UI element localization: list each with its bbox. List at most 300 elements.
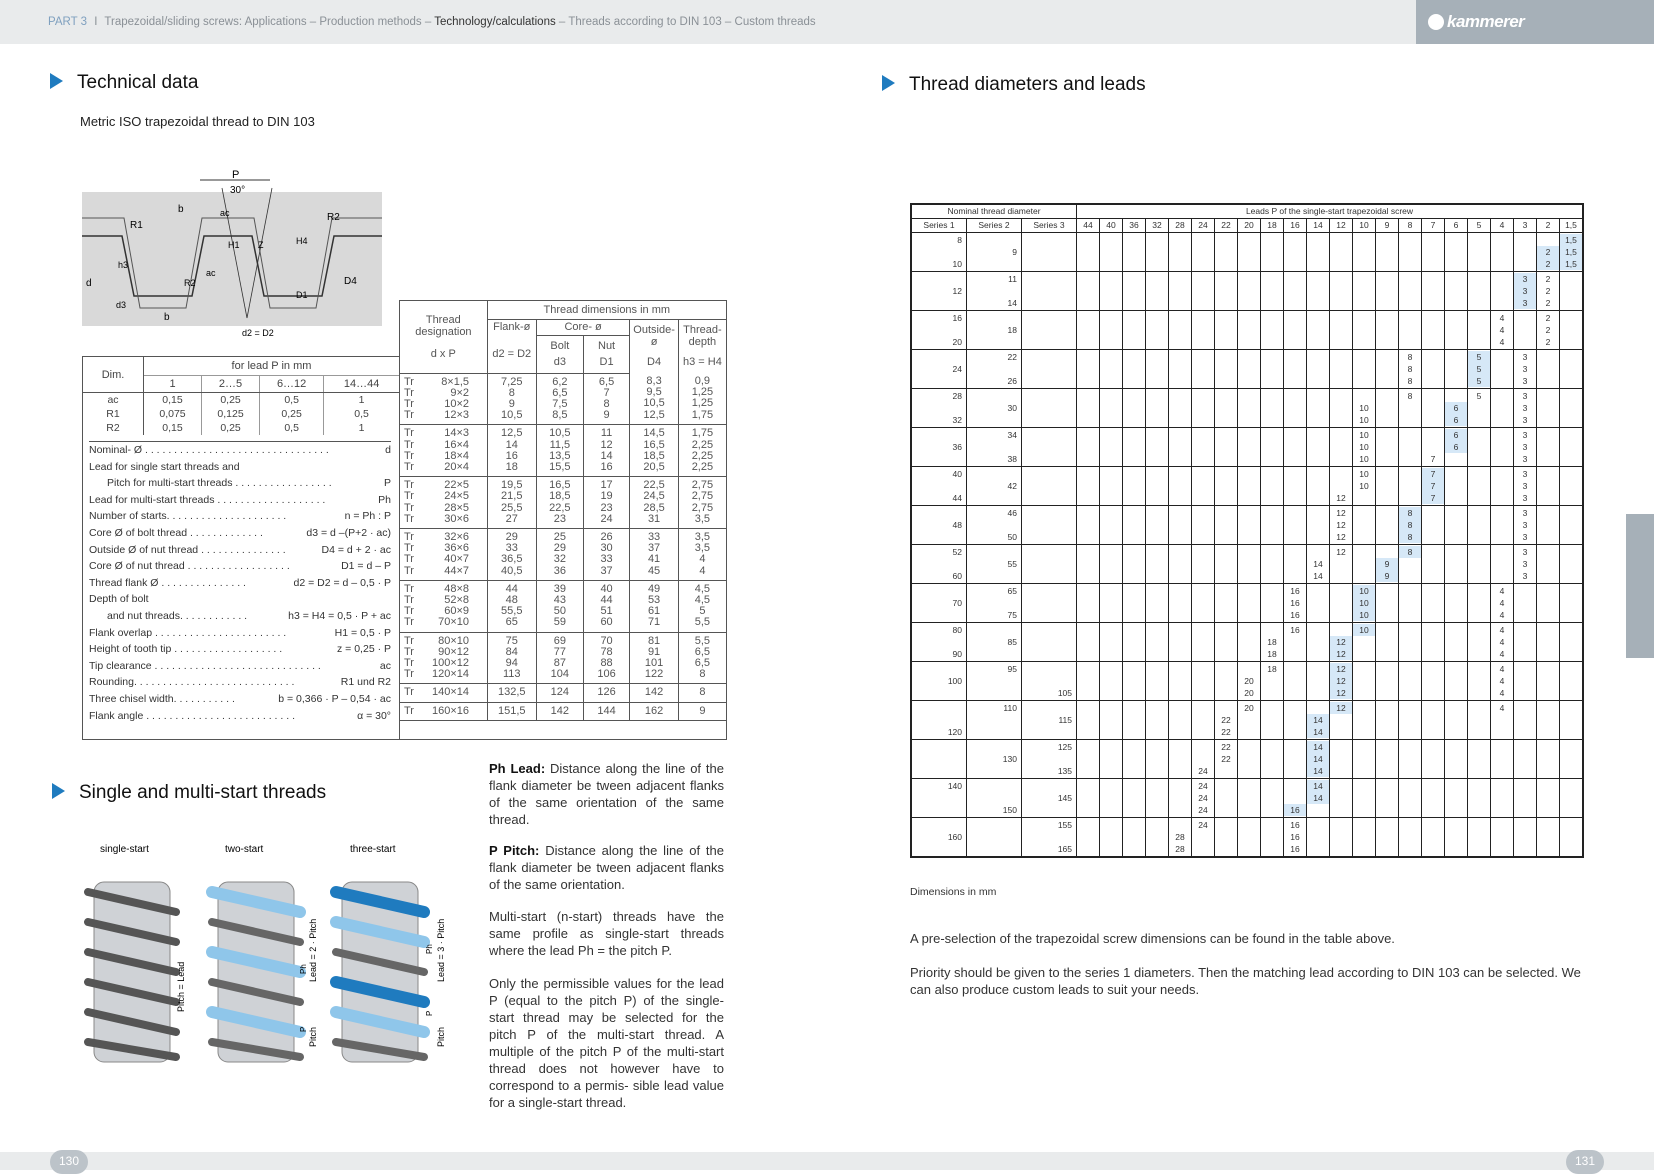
table-row (400, 684, 726, 702)
diameter-value (912, 741, 962, 753)
lead-value: 3 (1522, 468, 1528, 479)
diagram-label-d1: D1 (296, 290, 308, 300)
formula-value: P (383, 477, 391, 490)
lead-cell (1238, 739, 1261, 778)
thread-cell-d3 (536, 580, 583, 632)
lead-cell (1077, 739, 1100, 778)
thread-cell-D4 (630, 425, 678, 477)
lead-cell (1192, 622, 1215, 661)
thread-value: 30 (600, 542, 613, 555)
thread-value: 87 (553, 656, 566, 669)
dimension-values-table (83, 357, 399, 435)
thread-designation-text: Thread designation (415, 313, 472, 338)
lead-value (1399, 558, 1421, 570)
thread-value: 6,5 (598, 375, 615, 388)
lead-cell (1399, 544, 1422, 583)
formula-value: b = 0,366 · P – 0,54 · ac (278, 692, 391, 705)
lead-cell (1422, 583, 1445, 622)
thread-size: 60×9 (444, 605, 470, 618)
table-row (911, 271, 1583, 310)
lead-column-header: 44 (1077, 218, 1100, 232)
diameter-value: 60 (952, 570, 962, 581)
lead-cell (1100, 544, 1123, 583)
single-multi-title-text: Single and multi-start threads (79, 782, 327, 803)
lead-value: 4 (1499, 624, 1505, 635)
lead-value (1284, 636, 1306, 648)
thread-value: 88 (600, 656, 613, 669)
thread-size: 10×2 (444, 397, 470, 410)
lead-cell (1192, 466, 1215, 505)
series-cell (911, 622, 967, 661)
lead-value (1330, 726, 1352, 738)
lead-value: 7 (1422, 492, 1444, 504)
thread-value: 151,5 (497, 704, 526, 717)
diameter-value (912, 324, 962, 336)
lead-column-header: 5 (1468, 218, 1491, 232)
lead-cell (1376, 427, 1399, 466)
label-pitch-lead: Pitch = Lead (176, 961, 186, 1012)
label-single-start: single-start (100, 844, 149, 855)
thread-cell-D1 (583, 580, 630, 632)
lead-column-header: 32 (1146, 218, 1169, 232)
lead-cell (1146, 349, 1169, 388)
thread-value: 44 (505, 582, 518, 595)
thread-cell-d2 (487, 702, 536, 720)
lead-cell (1192, 661, 1215, 700)
lead-value: 8 (1399, 519, 1421, 531)
series-header: Series 2 (967, 218, 1022, 232)
lead-value: 10 (1359, 468, 1369, 479)
diameter-value (1022, 234, 1072, 246)
lead-value: 5 (1468, 375, 1490, 387)
formula-line (89, 575, 391, 592)
thread-size: 48×8 (444, 582, 470, 595)
lead-cell (1077, 232, 1100, 271)
thread-value: 106 (597, 668, 616, 681)
lead-value: 8 (1407, 390, 1413, 401)
thread-value: 45 (647, 564, 661, 577)
lead-value: 3 (1522, 492, 1528, 503)
lead-cell (1238, 622, 1261, 661)
lead-value (1238, 714, 1260, 726)
series-cell (967, 310, 1022, 349)
lead-column-header: 2 (1537, 218, 1560, 232)
series-cell (911, 349, 967, 388)
lead-cell (1215, 232, 1238, 271)
dimensions-caption: Dimensions in mm (910, 886, 997, 898)
formula-line (89, 459, 391, 476)
triangle-bullet-icon (882, 75, 895, 91)
diameter-value: 16 (952, 312, 962, 323)
diameter-value (1022, 546, 1072, 558)
formula-line (89, 658, 391, 675)
lead-cell (1353, 583, 1376, 622)
lead-value: 6 (1445, 441, 1467, 453)
single-multi-title (52, 782, 326, 804)
thread-size: 44×7 (444, 564, 470, 577)
diagram-label-z: Z (258, 240, 264, 250)
lead-value (1261, 624, 1283, 636)
thread-cell-D1 (583, 684, 630, 702)
thread-value: 20,5 (643, 460, 665, 473)
lead-cell (1169, 466, 1192, 505)
lead-value (1261, 675, 1283, 687)
lead-cell (1353, 544, 1376, 583)
thread-value: 2,25 (691, 460, 714, 473)
lead-cell (1445, 427, 1468, 466)
diameter-value (967, 597, 1017, 609)
lead-value: 1,5 (1560, 246, 1582, 258)
lead-cell (1468, 583, 1491, 622)
table-row (911, 778, 1583, 817)
lead-cell (1353, 466, 1376, 505)
diagram-label-h1: H1 (228, 240, 240, 250)
diameter-value: 95 (1007, 663, 1017, 674)
lead-cell (1261, 349, 1284, 388)
depth-header-text: Thread- depth (683, 324, 722, 349)
lead-cell (1261, 661, 1284, 700)
lead-cell (1376, 349, 1399, 388)
lead-cell (1215, 817, 1238, 857)
lead-value: 10 (1353, 624, 1375, 636)
lead-cell (1215, 778, 1238, 817)
formula-label: Thread flank Ø . . . . . . . . . . . . . . . (89, 576, 246, 589)
thread-size: 20×4 (444, 460, 470, 473)
lead-cell (1169, 778, 1192, 817)
thread-value: 15,5 (549, 460, 571, 473)
formula-label: Outside Ø of nut thread . . . . . . . . . . . . . . . (89, 543, 286, 556)
diameter-value (967, 843, 1017, 855)
diameter-value (967, 546, 1017, 558)
thread-dims-header: Thread dimensions in mm (487, 301, 726, 319)
lead-value: 24 (1198, 804, 1208, 815)
lead-cell (1146, 466, 1169, 505)
lead-value: 7 (1430, 453, 1436, 464)
lead-cell (1284, 661, 1307, 700)
lead-cell (1422, 466, 1445, 505)
lead-cell (1307, 505, 1330, 544)
thread-value: 75 (505, 634, 518, 647)
lead-cell (1077, 505, 1100, 544)
series-cell (967, 544, 1022, 583)
lead-definition-term: Ph Lead: (489, 761, 546, 776)
lead-value (1330, 570, 1352, 582)
lead-cell (1330, 778, 1353, 817)
lead-cell (1307, 817, 1330, 857)
thread-value: 33 (600, 553, 613, 566)
thread-cell-tr (400, 425, 487, 477)
thread-value: 91 (647, 645, 661, 658)
diameter-value (1022, 402, 1072, 414)
thread-cell-d2 (487, 528, 536, 580)
table-row (400, 702, 726, 720)
thread-cell-d2 (487, 684, 536, 702)
formula-label: Flank overlap . . . . . . . . . . . . . . . . . . . . . . . (89, 626, 287, 639)
d2-symbol: d2 = D2 (487, 335, 536, 373)
lead-cell (1192, 544, 1215, 583)
lead-value: 10 (1359, 441, 1369, 452)
lead-cell (1077, 544, 1100, 583)
lead-value: 6 (1445, 429, 1467, 441)
lead-cell (1330, 388, 1353, 427)
lead-cell (1560, 427, 1584, 466)
lead-value: 20 (1244, 687, 1254, 698)
label-two-start: two-start (225, 844, 264, 855)
lead-cell (1491, 583, 1514, 622)
lead-cell (1330, 271, 1353, 310)
lead-value: 7 (1422, 468, 1444, 480)
lead-value: 2 (1545, 324, 1551, 335)
lead-cell (1537, 583, 1560, 622)
lead-value: 5 (1468, 351, 1490, 363)
thread-cell-d3 (536, 425, 583, 477)
lead-cell (1077, 622, 1100, 661)
thread-value: 28,5 (643, 501, 665, 514)
lead-value: 12 (1336, 531, 1346, 542)
lead-cell (1353, 349, 1376, 388)
formula-label: Core Ø of nut thread . . . . . . . . . . . . . . . . . . (89, 560, 290, 573)
lead-value: 9 (1376, 558, 1398, 570)
lead-value: 14 (1307, 753, 1329, 765)
lead-cell (1353, 622, 1376, 661)
formula-value: R1 und R2 (340, 676, 391, 689)
thread-value: 9 (603, 409, 610, 422)
lead-cell (1514, 427, 1537, 466)
lead-cell (1445, 310, 1468, 349)
diameter-value (967, 792, 1017, 804)
lead-value: 10 (1353, 585, 1375, 597)
thread-value: Tr 80×10 (404, 634, 470, 647)
lead-cell (1169, 310, 1192, 349)
lead-cell (1330, 583, 1353, 622)
lead-cell (1560, 661, 1584, 700)
diagram-label-b-bottom: b (164, 312, 170, 323)
thread-cell-D1 (583, 477, 630, 529)
lead-cell (1468, 544, 1491, 583)
dim-symbol: ac (83, 393, 144, 408)
lead-cell (1307, 271, 1330, 310)
lead-column-header: 36 (1123, 218, 1146, 232)
thread-cell-tr (400, 528, 487, 580)
lead-cell (1123, 778, 1146, 817)
thread-cell-h3 (678, 702, 726, 720)
lead-value: 3 (1522, 363, 1528, 374)
table-row (400, 477, 726, 529)
lead-cell (1100, 505, 1123, 544)
lead-cell (1169, 349, 1192, 388)
series-cell (1021, 544, 1076, 583)
lead-cell (1514, 661, 1537, 700)
label-p-2: P (299, 1026, 308, 1032)
lead-cell (1123, 739, 1146, 778)
lead-value: 14 (1307, 765, 1329, 777)
thread-value: 101 (644, 656, 664, 669)
formula-line (89, 492, 391, 509)
lead-cell (1215, 505, 1238, 544)
lead-cell (1445, 349, 1468, 388)
lead-column-header: 16 (1284, 218, 1307, 232)
lead-column-header: 8 (1399, 218, 1422, 232)
lead-col-1: 2…5 (202, 376, 260, 393)
diameter-value: 80 (952, 624, 962, 635)
thread-value: 25 (553, 530, 566, 543)
lead-value: 3 (1522, 375, 1528, 386)
lead-value: 14 (1307, 780, 1329, 792)
lead-cell (1238, 700, 1261, 739)
table-row (400, 580, 726, 632)
lead-value (1192, 843, 1214, 855)
table-row (911, 388, 1583, 427)
thread-value: 43 (553, 593, 566, 606)
formula-line (89, 475, 391, 492)
lead-cell (1422, 739, 1445, 778)
thread-cell-tr (400, 632, 487, 684)
table-row (911, 349, 1583, 388)
table-row (83, 407, 399, 421)
diameter-value (1022, 531, 1072, 543)
formula-line (89, 442, 391, 459)
lead-cell (1146, 232, 1169, 271)
lead-cell (1284, 817, 1307, 857)
lead-value: 1,5 (1560, 258, 1582, 270)
thread-value: 23 (553, 512, 566, 525)
lead-cell (1192, 505, 1215, 544)
lead-cell (1215, 700, 1238, 739)
lead-cell (1100, 427, 1123, 466)
diameter-value (1022, 609, 1072, 621)
lead-cell (1445, 778, 1468, 817)
lead-value (1261, 687, 1283, 699)
lead-column-header: 28 (1169, 218, 1192, 232)
thread-value: 36 (553, 564, 566, 577)
kammerer-logo (1428, 12, 1524, 32)
lead-cell (1353, 388, 1376, 427)
formula-line (89, 608, 391, 625)
series-cell (911, 817, 967, 857)
thread-value: 51 (600, 605, 613, 618)
thread-value: 26 (600, 530, 613, 543)
lead-value: 4 (1499, 336, 1505, 347)
thread-cell-D1 (583, 632, 630, 684)
thread-size: 100×12 (432, 656, 470, 669)
thread-size: 14×3 (444, 427, 470, 440)
dim-symbol: R2 (83, 421, 144, 435)
lead-cell (1491, 544, 1514, 583)
lead-cell (1422, 271, 1445, 310)
lead-cell (1169, 505, 1192, 544)
series-cell (1021, 232, 1076, 271)
thread-cell-h3 (678, 528, 726, 580)
thread-value: 5 (699, 605, 706, 618)
formula-value: Ph (378, 493, 391, 506)
lead-cell (1100, 778, 1123, 817)
diameter-value (967, 570, 1017, 582)
series-cell (967, 466, 1022, 505)
lead-cell (1169, 661, 1192, 700)
lead-value: 3 (1514, 285, 1536, 297)
thread-value: 9 (508, 397, 515, 410)
lead-cell (1445, 271, 1468, 310)
diameter-value: 75 (1007, 609, 1017, 620)
diagram-label-r2-bottom: R2 (184, 278, 196, 288)
lead-cell (1192, 388, 1215, 427)
thread-value: 14,5 (643, 427, 665, 440)
diameter-value (1022, 285, 1072, 297)
lead-cell (1353, 778, 1376, 817)
thread-size: 18×4 (444, 449, 470, 462)
dim-value: 0,5 (260, 393, 324, 408)
thread-value: 2,25 (691, 438, 714, 451)
diameter-value (1022, 648, 1072, 660)
lead-cell (1330, 466, 1353, 505)
dim-value: 1 (324, 421, 399, 435)
series-cell (911, 271, 967, 310)
formula-value: h3 = H4 = 0,5 · P + ac (288, 609, 391, 622)
lead-cell (1537, 622, 1560, 661)
lead-column-header: 12 (1330, 218, 1353, 232)
lead-cell (1123, 232, 1146, 271)
thread-value: 69 (553, 634, 566, 647)
nominal-header: Nominal thread diameter (911, 204, 1077, 218)
lead-cell (1491, 232, 1514, 271)
series-cell (967, 700, 1022, 739)
lead-cell (1077, 817, 1100, 857)
technical-data-subtitle: Metric ISO trapezoidal thread to DIN 103 (80, 114, 315, 129)
lead-cell (1560, 544, 1584, 583)
diameter-value (967, 624, 1017, 636)
lead-cell (1169, 817, 1192, 857)
lead-value: 10 (1359, 402, 1369, 413)
diameter-value (912, 765, 962, 777)
diameter-value: 12 (952, 285, 962, 296)
lead-cell (1215, 583, 1238, 622)
thread-cell-D1 (583, 425, 630, 477)
label-p-3: P (425, 1010, 434, 1016)
table-row (400, 632, 726, 684)
thread-value: 49 (647, 582, 661, 595)
lead-cell (1491, 505, 1514, 544)
lead-cell (1560, 700, 1584, 739)
lead-cell (1330, 232, 1353, 271)
diameter-value (912, 480, 962, 492)
lead-cell (1422, 349, 1445, 388)
series-cell (911, 232, 967, 271)
lead-value (1330, 714, 1352, 726)
formula-label: Tip clearance . . . . . . . . . . . . . . . . . . . . . . . . . . . . . (89, 659, 321, 672)
diameter-value (1022, 375, 1072, 387)
lead-value: 6 (1445, 402, 1467, 414)
diameter-value (912, 558, 962, 570)
lead-cell (1445, 388, 1468, 427)
lead-value: 10 (1359, 414, 1369, 425)
lead-value (1192, 831, 1214, 843)
lead-cell (1307, 232, 1330, 271)
diameter-value: 36 (952, 441, 962, 452)
lead-cell (1215, 661, 1238, 700)
lead-cell (1353, 310, 1376, 349)
lead-value (1468, 414, 1490, 426)
lead-value: 24 (1198, 780, 1208, 791)
thread-cell-d2 (487, 425, 536, 477)
lead-cell (1399, 661, 1422, 700)
thread-value: 84 (505, 645, 518, 658)
lead-cell (1261, 700, 1284, 739)
thread-value: 8,5 (552, 409, 568, 422)
lead-cell (1399, 232, 1422, 271)
thread-cell-D4 (630, 632, 678, 684)
lead-value (1468, 402, 1490, 414)
thread-size: 120×14 (432, 668, 470, 681)
